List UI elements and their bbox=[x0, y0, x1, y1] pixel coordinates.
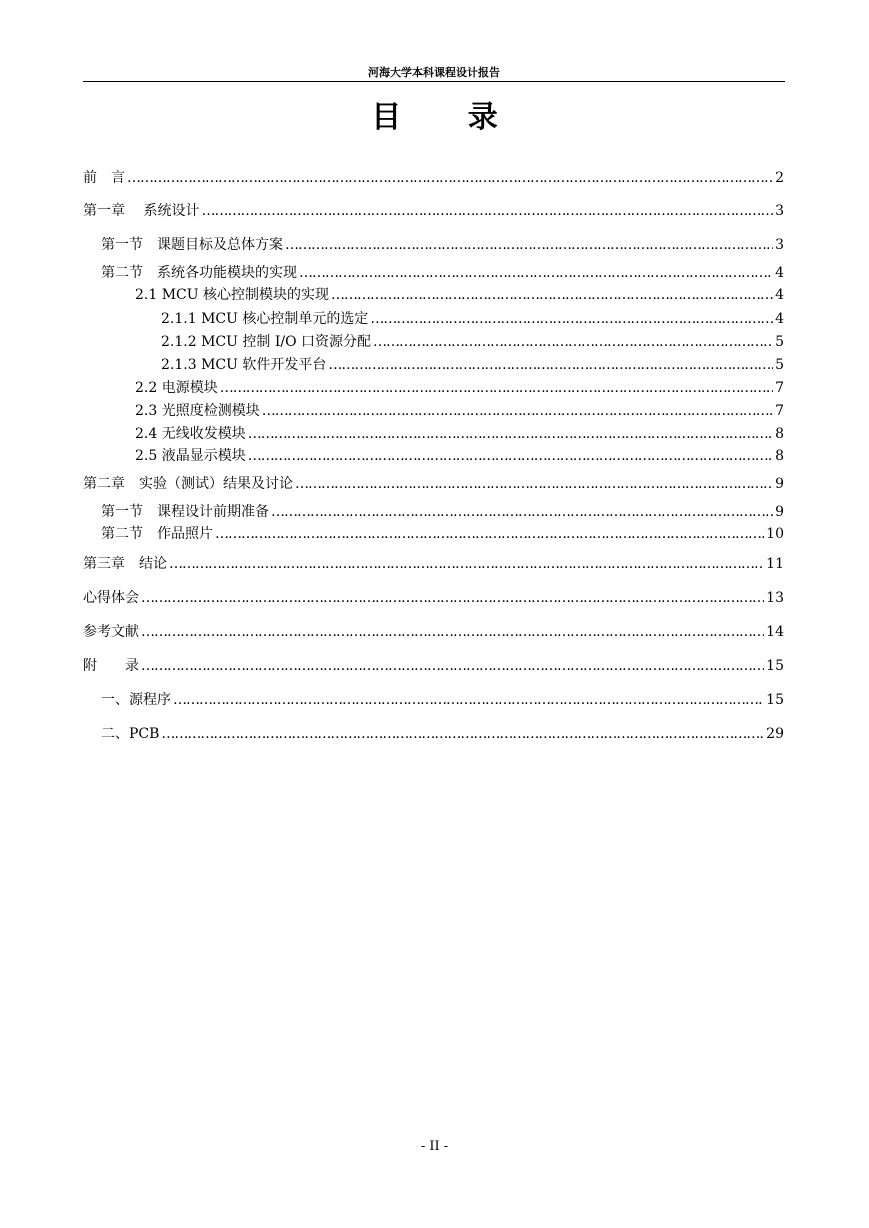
toc-leader-dots bbox=[285, 236, 773, 254]
toc-label: 心得体会 bbox=[83, 590, 139, 606]
toc-page-number: 8 bbox=[775, 426, 784, 442]
toc-leader-dots bbox=[169, 555, 764, 573]
toc-entry-section-2-1[interactable] bbox=[101, 503, 784, 521]
toc-leader-dots bbox=[370, 310, 773, 328]
toc-page-number: 4 bbox=[775, 311, 784, 327]
toc-entry-references[interactable] bbox=[83, 623, 784, 641]
toc-page-number: 5 bbox=[775, 357, 784, 373]
toc-leader-dots bbox=[295, 475, 773, 493]
toc-leader-dots bbox=[299, 264, 773, 282]
toc-page-number: 15 bbox=[766, 658, 784, 674]
toc-entry-section-2-2[interactable] bbox=[101, 525, 784, 543]
toc-leader-dots bbox=[328, 356, 773, 374]
toc-page-number: 14 bbox=[766, 624, 784, 640]
toc-page-number: 3 bbox=[775, 203, 784, 219]
toc-leader-dots bbox=[173, 691, 764, 709]
toc-entry-preface[interactable] bbox=[83, 169, 784, 187]
toc-leader-dots bbox=[271, 503, 773, 521]
toc-label: 第二节 系统各功能模块的实现 bbox=[101, 265, 297, 281]
toc-label: 2.1.3 MCU 软件开发平台 bbox=[161, 357, 327, 373]
toc-label: 第二章 实验（测试）结果及讨论 bbox=[83, 476, 293, 492]
toc-page-number: 9 bbox=[775, 504, 784, 520]
toc-label: 2.1 MCU 核心控制模块的实现 bbox=[135, 287, 330, 303]
toc-page-number: 11 bbox=[766, 556, 784, 572]
toc-leader-dots bbox=[141, 657, 764, 675]
toc-entry-2-1-2[interactable] bbox=[161, 333, 784, 351]
toc-leader-dots bbox=[215, 525, 764, 543]
toc-label: 一、源程序 bbox=[101, 692, 171, 708]
toc-label: 第三章 结论 bbox=[83, 556, 167, 572]
toc-entry-2-3[interactable] bbox=[135, 402, 784, 420]
toc-entry-chapter-2[interactable] bbox=[83, 475, 784, 493]
toc-page-number: 10 bbox=[766, 526, 784, 542]
toc-label: 2.2 电源模块 bbox=[135, 380, 218, 396]
toc-leader-dots bbox=[248, 447, 773, 465]
toc-entry-2-1-1[interactable] bbox=[161, 310, 784, 328]
toc-entry-source-code[interactable] bbox=[101, 691, 784, 709]
toc-entry-section-1-1[interactable] bbox=[101, 236, 784, 254]
toc-page-number: 7 bbox=[775, 380, 784, 396]
toc-leader-dots bbox=[220, 379, 773, 397]
toc-leader-dots bbox=[161, 725, 764, 743]
toc-label: 2.1.1 MCU 核心控制单元的选定 bbox=[161, 311, 369, 327]
toc-entry-2-1-3[interactable] bbox=[161, 356, 784, 374]
toc-leader-dots bbox=[127, 169, 773, 187]
page-number-footer: - II - bbox=[420, 1139, 449, 1154]
header-rule bbox=[83, 81, 785, 82]
toc-entry-chapter-3[interactable] bbox=[83, 555, 784, 573]
toc-leader-dots bbox=[248, 425, 773, 443]
toc-entry-section-1-2[interactable] bbox=[101, 264, 784, 282]
toc-leader-dots bbox=[141, 589, 764, 607]
toc-label: 第二节 作品照片 bbox=[101, 526, 213, 542]
toc-entry-2-4[interactable] bbox=[135, 425, 784, 443]
toc-page-number: 3 bbox=[775, 237, 784, 253]
toc-page-number: 2 bbox=[775, 170, 784, 186]
toc-page-number: 4 bbox=[775, 265, 784, 281]
toc-label: 二、PCB bbox=[101, 726, 160, 742]
running-header: 河海大学本科课程设计报告 bbox=[368, 66, 500, 79]
toc-label: 附 录 bbox=[83, 658, 139, 674]
toc-entry-appendix[interactable] bbox=[83, 657, 784, 675]
toc-label: 参考文献 bbox=[83, 624, 139, 640]
toc-entry-2-2[interactable] bbox=[135, 379, 784, 397]
toc-entry-reflections[interactable] bbox=[83, 589, 784, 607]
page-title: 目 录 bbox=[371, 100, 526, 135]
toc-entry-2-1[interactable] bbox=[135, 286, 784, 304]
toc-leader-dots bbox=[201, 202, 773, 220]
toc-label: 2.3 光照度检测模块 bbox=[135, 403, 260, 419]
toc-label: 第一节 课程设计前期准备 bbox=[101, 504, 269, 520]
toc-label: 第一节 课题目标及总体方案 bbox=[101, 237, 283, 253]
toc-entry-2-5[interactable] bbox=[135, 447, 784, 465]
toc-leader-dots bbox=[141, 623, 764, 641]
toc-entry-chapter-1[interactable] bbox=[83, 202, 784, 220]
toc-label: 2.1.2 MCU 控制 I/O 口资源分配 bbox=[161, 334, 371, 350]
toc-leader-dots bbox=[262, 402, 773, 420]
toc-leader-dots bbox=[373, 333, 773, 351]
toc-entry-pcb[interactable] bbox=[101, 725, 784, 743]
toc-label: 2.5 液晶显示模块 bbox=[135, 448, 246, 464]
toc-page-number: 9 bbox=[775, 476, 784, 492]
toc-page-number: 7 bbox=[775, 403, 784, 419]
toc-page-number: 8 bbox=[775, 448, 784, 464]
toc-label: 前 言 bbox=[83, 170, 125, 186]
toc-label: 2.4 无线收发模块 bbox=[135, 426, 246, 442]
toc-leader-dots bbox=[331, 286, 773, 304]
toc-page-number: 15 bbox=[766, 692, 784, 708]
toc-page-number: 5 bbox=[775, 334, 784, 350]
toc-page-number: 13 bbox=[766, 590, 784, 606]
toc-page-number: 4 bbox=[775, 287, 784, 303]
toc-page-number: 29 bbox=[766, 726, 784, 742]
toc-label: 第一章 系统设计 bbox=[83, 203, 200, 219]
